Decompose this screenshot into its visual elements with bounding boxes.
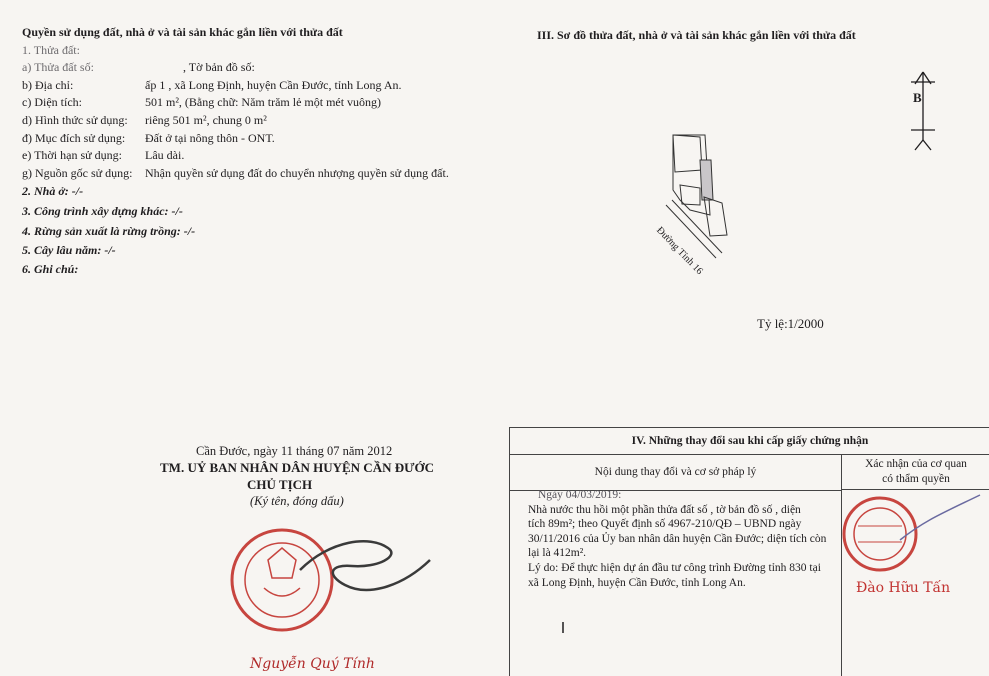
usage-term-label: e) Thời hạn sử dụng: [22, 148, 122, 163]
signer-name: Nguyễn Quý Tính [250, 656, 375, 672]
address-value: ấp 1 , xã Long Định, huyện Cần Đước, tỉnh Long An. [145, 77, 402, 92]
compass-north-letter: B [913, 90, 922, 105]
map-scale: Tỷ lệ:1/2000 [757, 316, 824, 331]
usage-origin-value: Nhận quyền sử dụng đất do chuyển nhượng quyền sử dụng đất. [145, 165, 449, 180]
changes-column-confirm [842, 454, 989, 490]
usage-form-label: d) Hình thức sử dụng: [22, 112, 128, 127]
usage-purpose-value: Đất ở tại nông thôn - ONT. [145, 130, 275, 145]
usage-form-value: riêng 501 m², chung 0 m² [145, 112, 267, 127]
usage-purpose-label: đ) Mục đích sử dụng: [22, 130, 126, 145]
section-other-structures: 3. Công trình xây dựng khác: -/- [22, 203, 183, 218]
changes-table [509, 427, 989, 676]
map-sheet-label: , Tờ bản đồ số: [183, 60, 255, 75]
north-arrow-icon [911, 72, 935, 150]
column-divider [841, 490, 842, 676]
sign-date: Cần Đước, ngày 11 tháng 07 năm 2012 [196, 444, 393, 458]
change-line: 30/11/2016 của Ủy ban nhân dân huyện Cần Đước; diện tích còn [528, 532, 827, 545]
change-line: xã Long Định, huyện Cần Đước, tỉnh Long An. [528, 576, 746, 589]
section-heading-land-rights: Quyền sử dụng đất, nhà ở và tài sản khác gắn liền với thửa đất [22, 25, 343, 39]
usage-term-value: Lâu dài. [145, 148, 185, 163]
confirm-header-line1: Xác nhận của cơ quan [865, 458, 967, 470]
section-perennial-trees: 5. Cây lâu năm: -/- [22, 243, 116, 258]
change-line: tích 89m²; theo Quyết định số 4967-210/QĐ – UBND ngày [528, 518, 802, 531]
change-line: lại là 412m². [528, 547, 587, 560]
confirmer-name: Đào Hữu Tấn [856, 580, 951, 596]
changes-column-content: Nội dung thay đổi và cơ sở pháp lý [510, 454, 842, 491]
section-planted-forest: 4. Rừng sản xuất là rừng trồng: -/- [22, 223, 196, 238]
section-parcel-heading: 1. Thửa đất: [22, 42, 80, 57]
parcel-number-label: a) Thửa đất số: [22, 60, 94, 75]
changes-table-title: IV. Những thay đổi sau khi cấp giấy chứng nhận [510, 428, 989, 455]
change-date: Ngày 04/03/2019: [538, 489, 622, 501]
road-label: Đường Tỉnh 16 [654, 225, 705, 277]
address-label: b) Địa chỉ: [22, 77, 74, 92]
map-section-title: III. Sơ đồ thửa đất, nhà ở và tài sản khác gắn liền với thửa đất [537, 28, 856, 42]
section-notes: 6. Ghi chú: [22, 261, 79, 276]
sign-organization: TM. UỶ BAN NHÂN DÂN HUYỆN CẦN ĐƯỚC [160, 460, 434, 475]
change-entry [528, 488, 838, 590]
section-house: 2. Nhà ở: -/- [22, 184, 84, 199]
official-seal-icon [232, 530, 332, 630]
change-line: Lý do: Để thực hiện dự án đầu tư công trình Đường tỉnh 830 tại [528, 561, 821, 574]
sign-role: CHỦ TỊCH [247, 477, 313, 492]
usage-origin-label: g) Nguồn gốc sử dụng: [22, 165, 133, 180]
sign-note: (Ký tên, đóng dấu) [250, 494, 344, 508]
confirm-header-line2: có thẩm quyền [882, 473, 950, 485]
change-line: Nhà nước thu hồi một phần thửa đất số , tờ bản đồ số , diện [528, 503, 801, 516]
area-value: 501 m², (Bằng chữ: Năm trăm lẻ một mét vuông) [145, 95, 382, 110]
area-label: c) Diện tích: [22, 95, 82, 110]
